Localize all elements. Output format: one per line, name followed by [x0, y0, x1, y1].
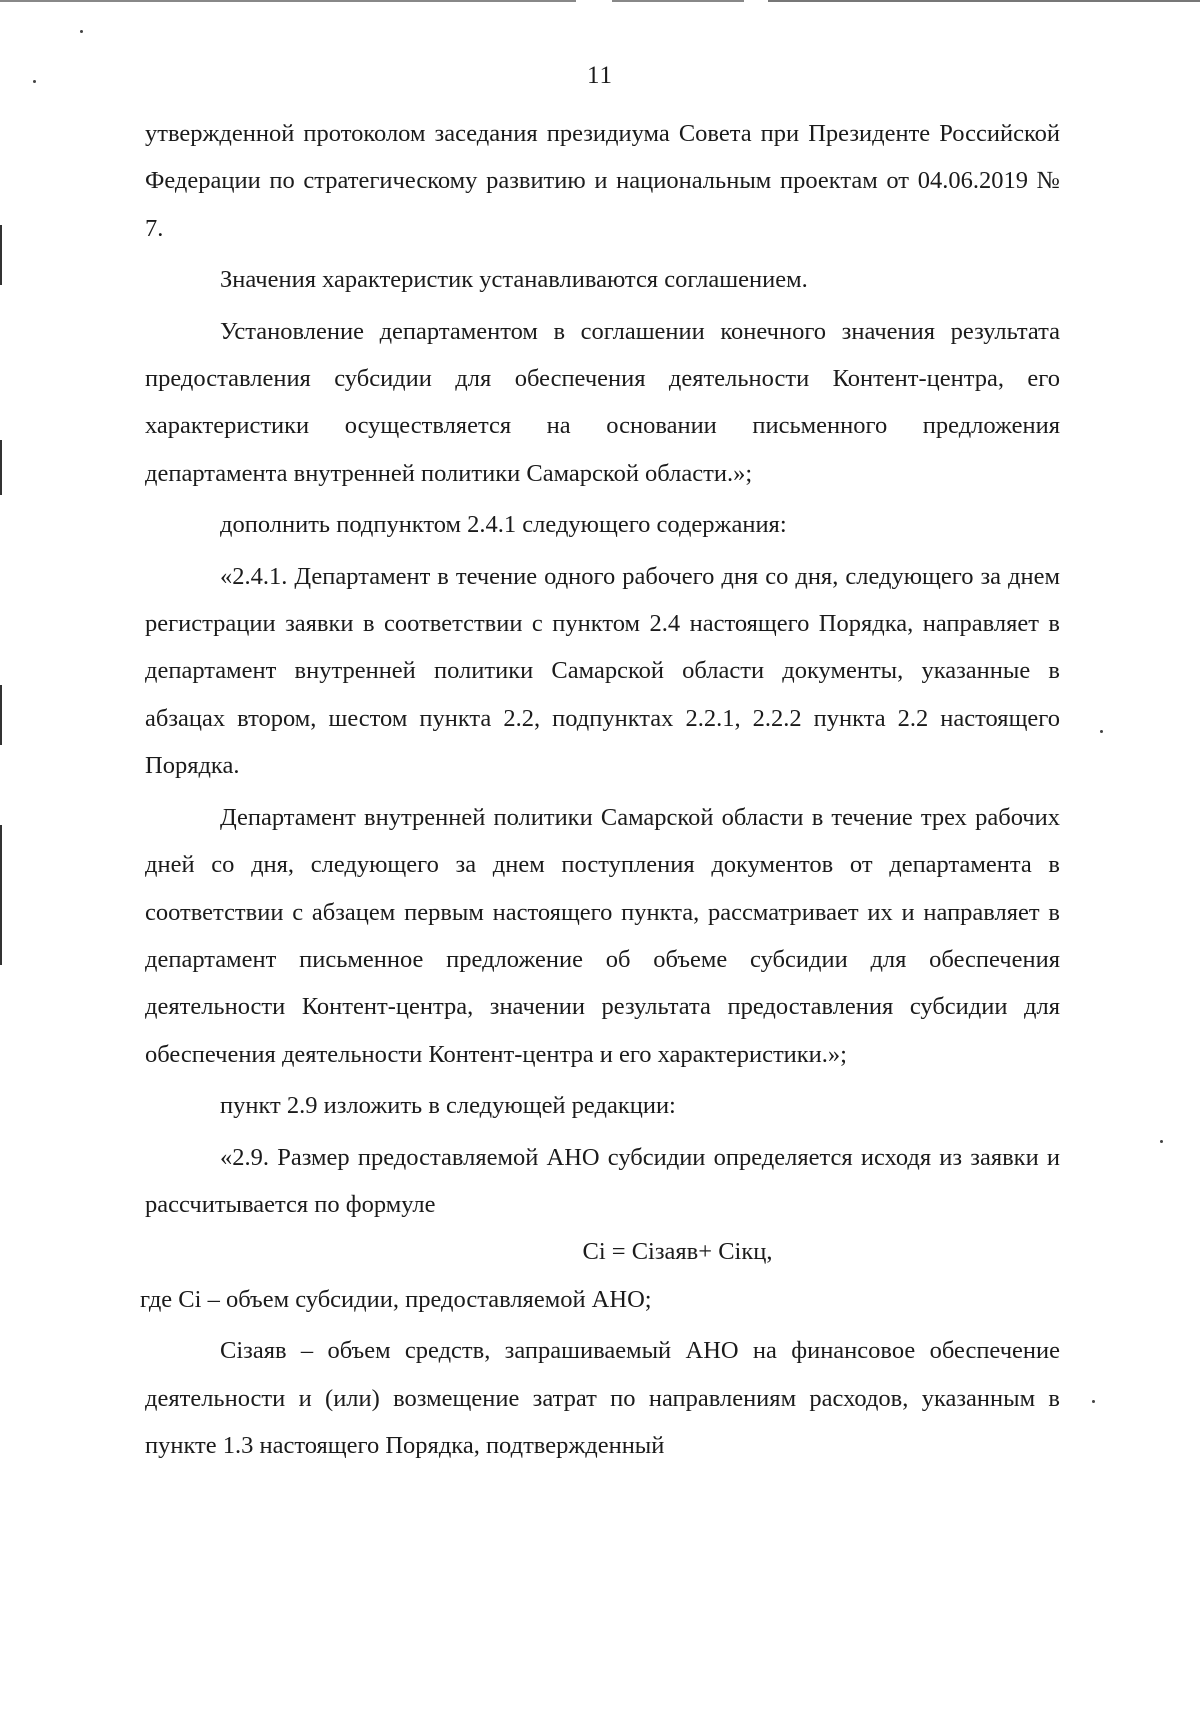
page-number: 11: [586, 62, 614, 89]
paragraph: пункт 2.9 изложить в следующей редакции:: [220, 1092, 676, 1120]
paragraph: Департамент внутренней политики Самарской области в течение трех рабочих дней со дня, следующего за днем поступления документов от департамента в соответствии с абзацем первым настоящего пункта, рассматривает их и направляет в департамент письменное предложение об объеме субсидии для обеспечения деятельности Контент-центра, значении результата предоставления субсидии для обеспечения деятельности Контент-центра и его характеристики.»;: [145, 803, 1060, 1068]
scan-speck: [1092, 1400, 1095, 1403]
scan-edge: [0, 0, 1200, 2]
scan-edge-mark: [0, 825, 2, 965]
paragraph: где Сi – объем субсидии, предоставляемой АНО;: [140, 1285, 652, 1313]
paragraph: «2.9. Размер предоставляемой АНО субсидии определяется исходя из заявки и рассчитывается по формуле: [145, 1143, 1060, 1218]
paragraph: «2.4.1. Департамент в течение одного рабочего дня со дня, следующего за днем регистрации заявки в соответствии с пунктом 2.4 настоящего Порядка, направляет в департамент внутренней политики Самарской области документы, указанные в абзацах втором, шестом пункта 2.2, подпунктах 2.2.1, 2.2.2 пункта 2.2 настоящего Порядка.: [145, 562, 1060, 780]
formula: Сi = Сiзаяв+ Сiкц,: [582, 1238, 773, 1266]
scan-speck: [1100, 730, 1103, 733]
scan-edge-mark: [0, 440, 2, 495]
paragraph: дополнить подпунктом 2.4.1 следующего содержания:: [220, 511, 787, 539]
paragraph: Значения характеристик устанавливаются соглашением.: [220, 266, 808, 294]
scan-speck: [1160, 1140, 1163, 1143]
paragraph: Сiзаяв – объем средств, запрашиваемый АНО на финансовое обеспечение деятельности и (или) возмещение затрат по направлениям расходов, указанным в пункте 1.3 настоящего Порядка, подтвержденный: [145, 1337, 1060, 1459]
paragraph: Установление департаментом в соглашении конечного значения результата предоставления субсидии для обеспечения деятельности Контент-центра, его характеристики осуществляется на основании письменного предложения департамента внутренней политики Самарской области.»;: [145, 317, 1060, 487]
scan-edge-mark: [0, 685, 2, 745]
scan-edge-mark: [0, 225, 2, 285]
scan-speck: [80, 30, 83, 33]
document-body: [140, 110, 1060, 1469]
paragraph: утвержденной протоколом заседания президиума Совета при Президенте Российской Федерации по стратегическому развитию и национальным проектам от 04.06.2019 № 7.: [145, 120, 1060, 242]
